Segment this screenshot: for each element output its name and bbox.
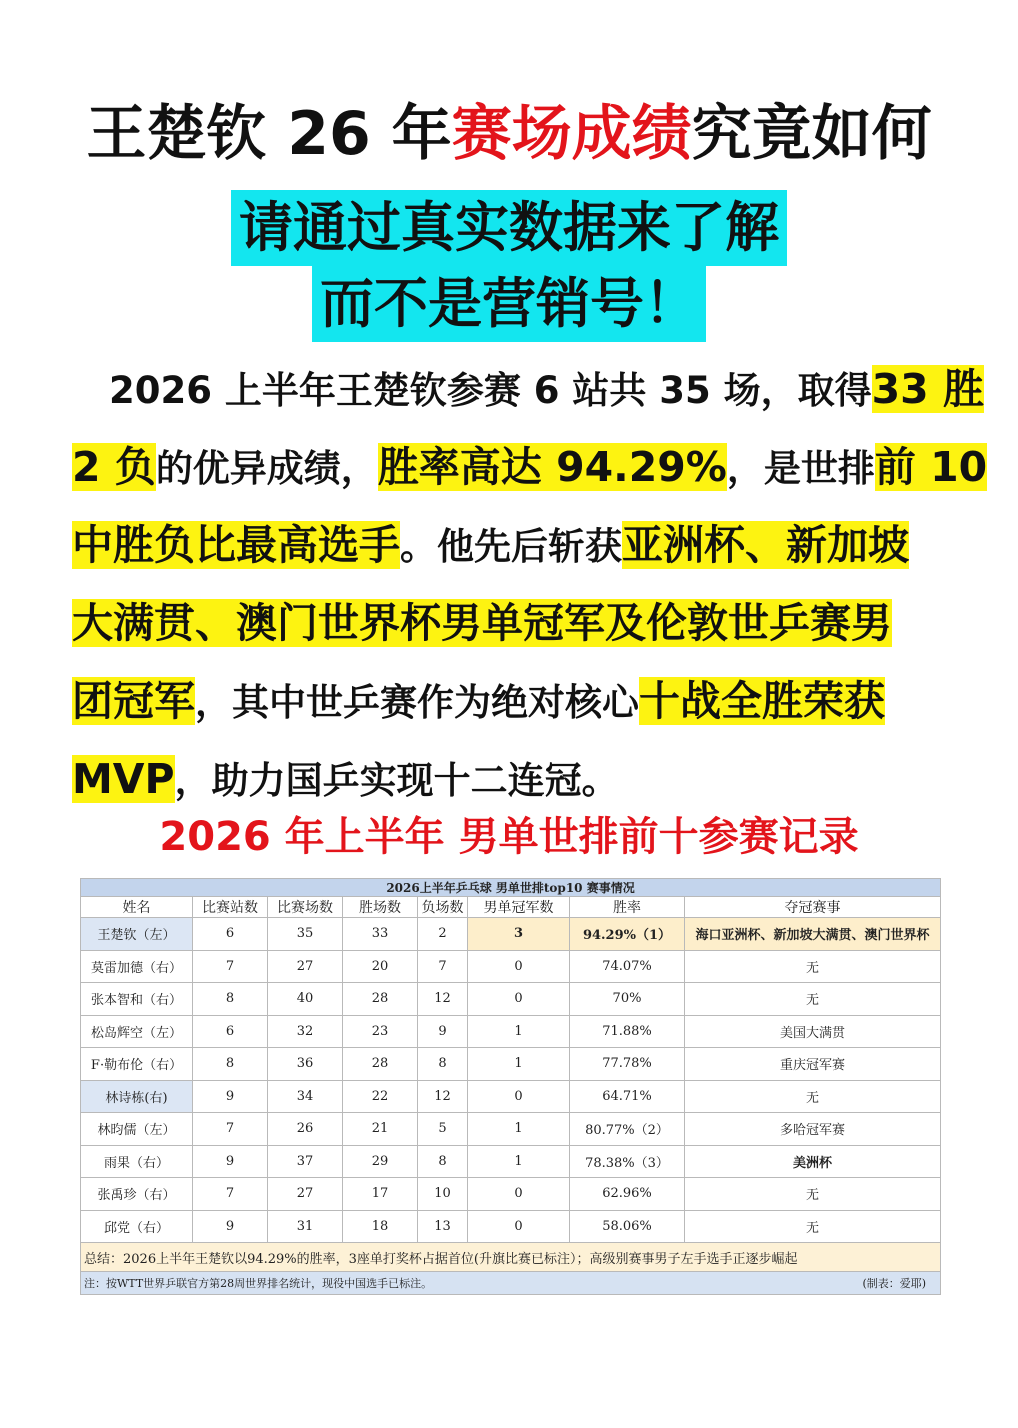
table-cell: 无 [685,1210,941,1243]
table-cell: 1 [468,1113,570,1146]
col-header: 胜率 [570,897,685,918]
table-row [81,1080,941,1113]
para-text: ，其中世乒赛作为绝对核心 [195,681,639,724]
para-highlight: 前 10 [874,443,988,491]
para-text: ，助力国乒实现十二连冠。 [174,759,619,802]
cyan-banner-1 [0,190,1018,266]
table-cell: 0 [468,1080,570,1113]
table-cell: 9 [193,1145,268,1178]
para-highlight: 33 胜 [871,365,984,413]
table-cell: 62.96% [570,1178,685,1211]
table-cell: 7 [193,950,268,983]
table-cell: 1 [468,1015,570,1048]
table-cell: 23 [343,1015,418,1048]
cyan-banner-2-text: 而不是营销号！ [312,266,706,342]
table-cell: 美国大满贯 [685,1015,941,1048]
table-cell: 13 [418,1210,468,1243]
table-cell: 6 [193,1015,268,1048]
table-cell: 78.38%（3） [570,1145,685,1178]
para-line-3 [72,506,948,584]
table-cell: 70% [570,983,685,1016]
table-cell: 邱党（右） [81,1210,193,1243]
table-row [81,983,941,1016]
table-cell: 莫雷加德（右） [81,950,193,983]
table-cell: 海口亚洲杯、新加坡大满贯、澳门世界杯 [685,918,941,951]
table-cell: 71.88% [570,1015,685,1048]
table-cell: 77.78% [570,1048,685,1081]
table-body [81,918,941,1243]
col-header: 胜场数 [343,897,418,918]
table-cell: 无 [685,983,941,1016]
credit-text: (制表：爱耶) [862,1277,927,1290]
table-cell: F·勒布伦（右） [81,1048,193,1081]
table-cell: 40 [268,983,343,1016]
col-header: 男单冠军数 [468,897,570,918]
table-cell: 31 [268,1210,343,1243]
para-line-1 [72,350,984,428]
table-cell: 3 [468,918,570,951]
table-cell: 0 [468,983,570,1016]
records-table [80,878,941,1295]
table-cell: 22 [343,1080,418,1113]
table-cell: 9 [193,1080,268,1113]
table-cell: 1 [468,1145,570,1178]
table-cell: 17 [343,1178,418,1211]
table-row [81,1015,941,1048]
table-cell: 29 [343,1145,418,1178]
table-cell: 26 [268,1113,343,1146]
note-cell [81,1272,941,1295]
table-cell: 27 [268,1178,343,1211]
para-highlight: 2 负 [72,443,156,491]
table-cell: 64.71% [570,1080,685,1113]
table-cell: 28 [343,1048,418,1081]
summary-row [81,1243,941,1272]
table-cell: 32 [268,1015,343,1048]
col-header: 负场数 [418,897,468,918]
table-cell: 8 [193,983,268,1016]
para-text: 的优异成绩， [155,447,378,490]
main-title [0,92,1018,176]
col-header: 比赛站数 [193,897,268,918]
table-cell: 8 [418,1048,468,1081]
title-part-2: 究竟如何 [691,99,932,169]
para-highlight: 团冠军 [72,677,195,725]
table-cell: 无 [685,1178,941,1211]
table-heading-row [81,879,941,897]
table-row [81,1145,941,1178]
para-highlight: 十战全胜荣获 [639,677,885,725]
table-cell: 8 [418,1145,468,1178]
table-cell: 王楚钦（左） [81,918,193,951]
table-row [81,1210,941,1243]
table-cell: 8 [193,1048,268,1081]
cyan-banner-1-text: 请通过真实数据来了解 [231,190,787,266]
table-cell: 无 [685,950,941,983]
para-line-2 [72,428,988,506]
table-header-row [81,897,941,918]
table-cell: 33 [343,918,418,951]
para-text: 2026 上半年王楚钦参赛 6 站共 35 场，取得 [72,369,872,412]
table-cell: 36 [268,1048,343,1081]
table-cell: 重庆冠军赛 [685,1048,941,1081]
table-cell: 80.77%（2） [570,1113,685,1146]
para-highlight: 胜率高达 94.29% [377,443,727,491]
table-row [81,1048,941,1081]
para-highlight: 亚洲杯、新加坡 [622,521,909,569]
note-text: 注：按WTT世界乒联官方第28周世界排名统计，现役中国选手已标注。 [84,1277,433,1290]
table-cell: 21 [343,1113,418,1146]
table-row [81,918,941,951]
table-cell: 58.06% [570,1210,685,1243]
table-cell: 林诗栋(右) [81,1080,193,1113]
table-row [81,950,941,983]
table-cell: 12 [418,983,468,1016]
table-cell: 0 [468,1210,570,1243]
cyan-banner-2 [0,266,1018,342]
table-cell: 74.07% [570,950,685,983]
col-header: 比赛场数 [268,897,343,918]
table-cell: 35 [268,918,343,951]
table-cell: 18 [343,1210,418,1243]
para-highlight: MVP [72,755,175,803]
table-cell: 0 [468,1178,570,1211]
table-cell: 7 [193,1178,268,1211]
title-highlight: 赛场成绩 [451,99,692,169]
table-cell: 20 [343,950,418,983]
table-cell: 28 [343,983,418,1016]
col-header: 姓名 [81,897,193,918]
para-text: 。他先后斩获 [400,525,622,568]
col-header: 夺冠赛事 [685,897,941,918]
table-cell: 松岛辉空（左） [81,1015,193,1048]
para-line-5 [72,662,948,740]
table-cell: 9 [418,1015,468,1048]
table-heading: 2026上半年乒乓球 男单世排top10 赛事情况 [81,879,941,897]
table-cell: 张禹珍（右） [81,1178,193,1211]
table-cell: 94.29%（1） [570,918,685,951]
table-row [81,1178,941,1211]
para-highlight: 中胜负比最高选手 [72,521,400,569]
table-cell: 27 [268,950,343,983]
table-cell: 7 [193,1113,268,1146]
table-row [81,1113,941,1146]
table-cell: 6 [193,918,268,951]
table-cell: 1 [468,1048,570,1081]
table-cell: 37 [268,1145,343,1178]
table-cell: 34 [268,1080,343,1113]
table-cell: 10 [418,1178,468,1211]
table-cell: 12 [418,1080,468,1113]
table-cell: 美洲杯 [685,1145,941,1178]
section-subtitle: 2026 年上半年 男单世排前十参赛记录 [159,814,859,860]
note-row [81,1272,941,1295]
table-cell: 雨果（右） [81,1145,193,1178]
table-cell: 9 [193,1210,268,1243]
table-cell: 无 [685,1080,941,1113]
summary-text: 总结：2026上半年王楚钦以94.29%的胜率，3座单打奖杯占据首位(升旗比赛已标注）；高级别赛事男子左手选手正逐步崛起 [81,1243,941,1272]
para-text: ，是世排 [726,447,875,490]
table-cell: 2 [418,918,468,951]
table-cell: 7 [418,950,468,983]
table-cell: 多哈冠军赛 [685,1113,941,1146]
para-highlight: 大满贯、澳门世界杯男单冠军及伦敦世乒赛男 [72,599,892,647]
para-line-4 [72,584,948,662]
table-cell: 林昀儒（左） [81,1113,193,1146]
table-cell: 张本智和（右） [81,983,193,1016]
table-cell: 5 [418,1113,468,1146]
title-part-1: 王楚钦 26 年 [86,99,452,169]
table-cell: 0 [468,950,570,983]
